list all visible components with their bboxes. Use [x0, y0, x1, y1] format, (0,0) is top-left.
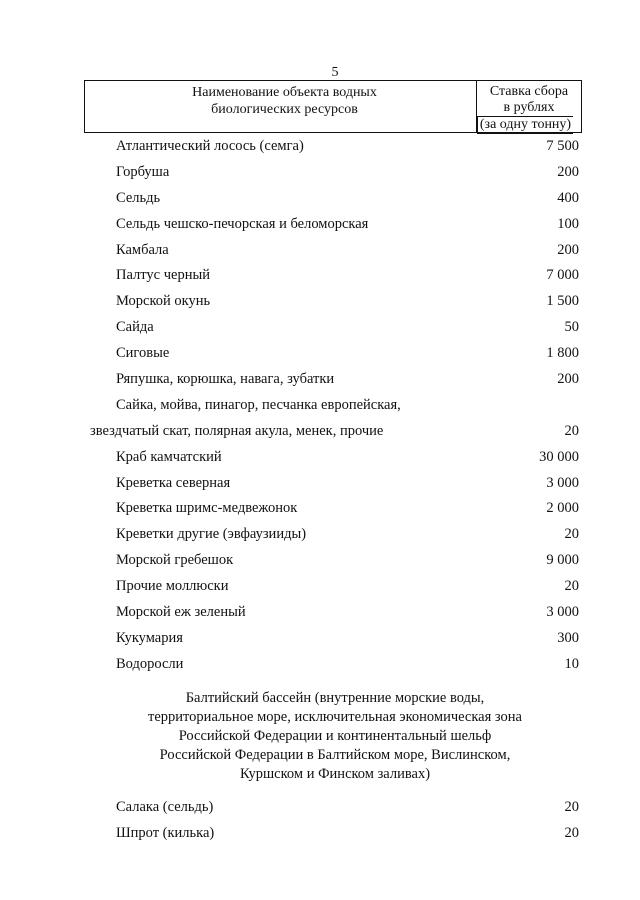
resource-name: Салака (сельдь) — [116, 799, 214, 815]
resource-name: Креветки другие (эвфаузииды) — [116, 526, 307, 543]
rate-value: 10 — [564, 655, 579, 672]
resource-name: Креветка шримс-медвежонок — [116, 500, 298, 517]
rate-value: 7 500 — [546, 138, 579, 154]
table-header — [84, 80, 582, 133]
rate-value: 3 000 — [546, 474, 579, 491]
resource-name: Шпрот (килька) — [116, 824, 215, 841]
table-row — [0, 395, 640, 447]
table-row — [0, 447, 640, 473]
rate-value: 20 — [564, 799, 579, 815]
table-row — [0, 628, 640, 654]
table-row — [0, 797, 640, 823]
rate-value: 400 — [557, 189, 579, 206]
header-name-line2: биологических ресурсов — [211, 102, 358, 117]
section-heading-line4: Российской Федерации в Балтийском море, Вислинском, — [159, 747, 511, 763]
resource-name: Ряпушка, корюшка, навага, зубатки — [116, 371, 335, 388]
table-row — [0, 291, 640, 317]
rate-value: 1 800 — [546, 345, 579, 362]
header-column-name — [85, 81, 477, 132]
rate-value: 9 000 — [546, 552, 579, 569]
rate-value: 200 — [557, 241, 579, 258]
table-row — [0, 823, 640, 849]
rate-value: 200 — [557, 163, 579, 180]
header-rate-line3: (за одну тонну) — [477, 116, 573, 134]
header-rate-line2: в рублях — [503, 100, 555, 115]
resource-name: Краб камчатский — [116, 448, 222, 465]
table-row — [0, 265, 640, 291]
header-name-line1: Наименование объекта водных — [192, 85, 377, 100]
table-row — [0, 498, 640, 524]
rate-value: 3 000 — [546, 604, 579, 621]
resource-name: Сельдь — [116, 189, 161, 206]
table-row — [0, 654, 640, 680]
section-heading-line5: Куршском и Финском заливах) — [239, 766, 431, 782]
section-heading-baltic — [0, 689, 640, 784]
resource-name: Морской окунь — [116, 293, 211, 310]
resource-name: Морской гребешок — [116, 552, 234, 569]
resource-name: Водоросли — [116, 655, 184, 672]
table-row — [0, 214, 640, 240]
table-row — [0, 473, 640, 499]
table-row — [0, 576, 640, 602]
table-row — [0, 602, 640, 628]
resource-name: Сиговые — [116, 345, 170, 362]
resource-name: Атлантический лосось (семга) — [116, 138, 304, 154]
table-row — [0, 343, 640, 369]
resource-name: Горбуша — [116, 163, 170, 180]
table-row — [0, 369, 640, 395]
table-row — [0, 136, 640, 162]
rate-value: 30 000 — [539, 448, 579, 465]
table-row — [0, 162, 640, 188]
resource-name: Сайда — [116, 319, 154, 336]
rate-value: 200 — [557, 371, 579, 388]
header-column-rate — [477, 81, 581, 132]
table-row — [0, 317, 640, 343]
table-row — [0, 524, 640, 550]
rate-value: 100 — [557, 215, 579, 232]
resource-name: Палтус черный — [116, 267, 210, 284]
resource-name: Сельдь чешско-печорская и беломорская — [116, 215, 369, 232]
resource-name: Морской еж зеленый — [116, 604, 246, 621]
rate-value: 300 — [557, 629, 579, 646]
rate-value: 20 — [564, 578, 579, 595]
resource-name: Кукумария — [116, 629, 183, 646]
rates-list — [0, 136, 640, 680]
resource-name: Креветка северная — [116, 474, 231, 491]
baltic-rates-list — [0, 797, 640, 849]
rate-value: 20 — [564, 824, 579, 841]
section-heading-line1: Балтийский бассейн (внутренние морские воды, — [185, 690, 485, 706]
resource-name-line2: звездчатый скат, полярная акула, менек, прочие — [90, 422, 384, 439]
resource-name: Камбала — [116, 241, 169, 258]
section-heading-line2: территориальное море, исключительная экономическая зона — [148, 709, 522, 725]
header-rate-line1: Ставка сбора — [489, 84, 569, 99]
rate-value: 20 — [564, 526, 579, 543]
section-heading-line3: Российской Федерации и континентальный шельф — [178, 728, 492, 744]
table-row — [0, 188, 640, 214]
table-row — [0, 240, 640, 266]
resource-name: Прочие моллюски — [116, 578, 229, 595]
rate-value: 1 500 — [546, 293, 579, 310]
rate-value: 50 — [564, 319, 579, 336]
rate-value: 7 000 — [546, 267, 579, 284]
rate-value: 20 — [564, 422, 579, 439]
table-row — [0, 550, 640, 576]
rate-value: 2 000 — [546, 500, 579, 517]
page-number: 5 — [331, 65, 339, 80]
resource-name-line1: Сайка, мойва, пинагор, песчанка европейская, — [116, 396, 401, 413]
